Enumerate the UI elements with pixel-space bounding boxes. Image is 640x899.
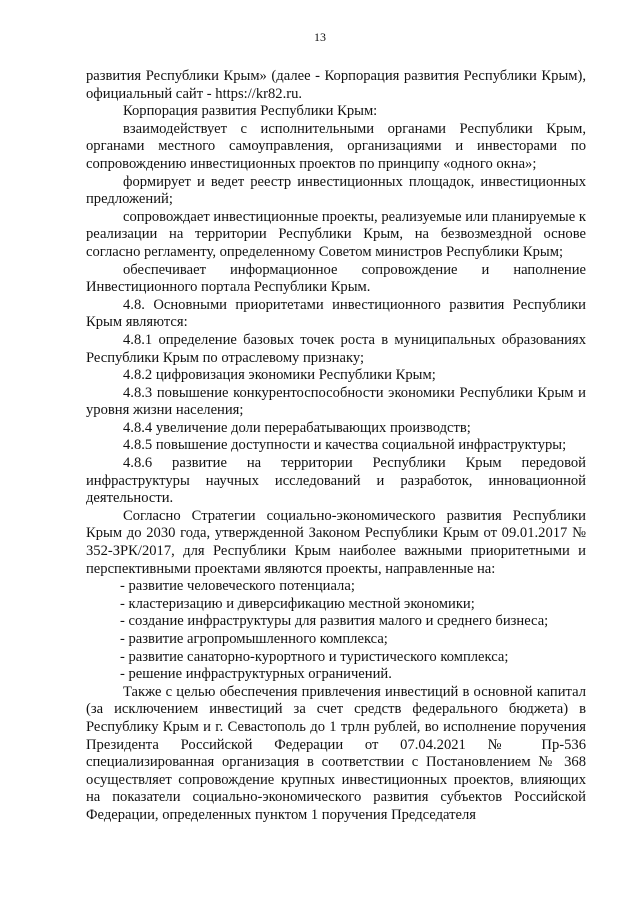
paragraph-interaction: взаимодействует с исполнительными органами Республики Крым, органами местного самоуправления, организациями и инвесторами по сопровождению инвестиционных проектов по принципу «одного окна»; [86,120,586,172]
paragraph-corporation-heading: Корпорация развития Республики Крым: [123,103,378,120]
list-item-tourism: - развитие санаторно-курортного и туристического комплекса; [120,648,509,665]
priority-4-8-5: 4.8.5 повышение доступности и качества социальной инфраструктуры; [123,437,567,454]
document-body [86,68,586,825]
list-item-human-potential: - развитие человеческого потенциала; [120,578,355,595]
paragraph-registry: формирует и ведет реестр инвестиционных площадок, инвестиционных предложений; [86,173,586,208]
paragraph-strategy: Согласно Стратегии социально-экономического развития Республики Крым до 2030 года, утвержденной Законом Республики Крым от 09.01.2017 № 352-ЗРК/2017, для Республики Крым наиболее важными приоритетными и перспективными проектами являются проекты, направленные на: [86,507,586,577]
page-number: 13 [314,30,326,44]
list-item-clustering: - кластеризацию и диверсификацию местной экономики; [120,595,475,612]
priority-4-8-1: 4.8.1 определение базовых точек роста в муниципальных образованиях Республики Крым по отраслевому признаку; [86,331,586,366]
priority-4-8-2: 4.8.2 цифровизация экономики Республики Крым; [123,367,436,384]
priority-4-8-6: 4.8.6 развитие на территории Республики Крым передовой инфраструктуры научных исследований и разработок, инновационной деятельности. [86,455,586,507]
paragraph-project-support: сопровождает инвестиционные проекты, реализуемые или планируемые к реализации на территории Республики Крым, на безвозмездной основе согласно регламенту, определенному Советом министров Республики Крым; [86,208,586,260]
paragraph-corporation-intro: развития Республики Крым» (далее - Корпорация развития Республики Крым), официальный сайт - https://kr82.ru. [86,68,586,102]
priority-4-8-4: 4.8.4 увеличение доли перерабатывающих производств; [123,419,471,436]
paragraph-investment-support: Также с целью обеспечения привлечения инвестиций в основной капитал (за исключением инвестиций за счет средств федерального бюджета) в Республику Крым и г. Севастополь до 1 трлн рублей, во исполнение поручения Президента Российской Федерации от 07.04.2021 № Пр-536 специализированная организация в соответствии с Постановлением № 368 осуществляет сопровождение крупных инвестиционных проектов, влияющих на показатели социально-экономического развития субъектов Российской Федерации, определенных пунктом 1 поручения Председателя [86,683,586,823]
list-item-agro: - развитие агропромышленного комплекса; [120,631,388,647]
paragraph-priorities: 4.8. Основными приоритетами инвестиционного развития Республики Крым являются: [86,296,586,331]
paragraph-portal: обеспечивает информационное сопровождение и наполнение Инвестиционного портала Республики Крым. [86,261,586,296]
list-item-small-business: - создание инфраструктуры для развития малого и среднего бизнеса; [120,613,549,630]
priority-4-8-3: 4.8.3 повышение конкурентоспособности экономики Республики Крым и уровня жизни населения; [86,384,586,419]
list-item-infrastructure: - решение инфраструктурных ограничений. [120,666,392,683]
